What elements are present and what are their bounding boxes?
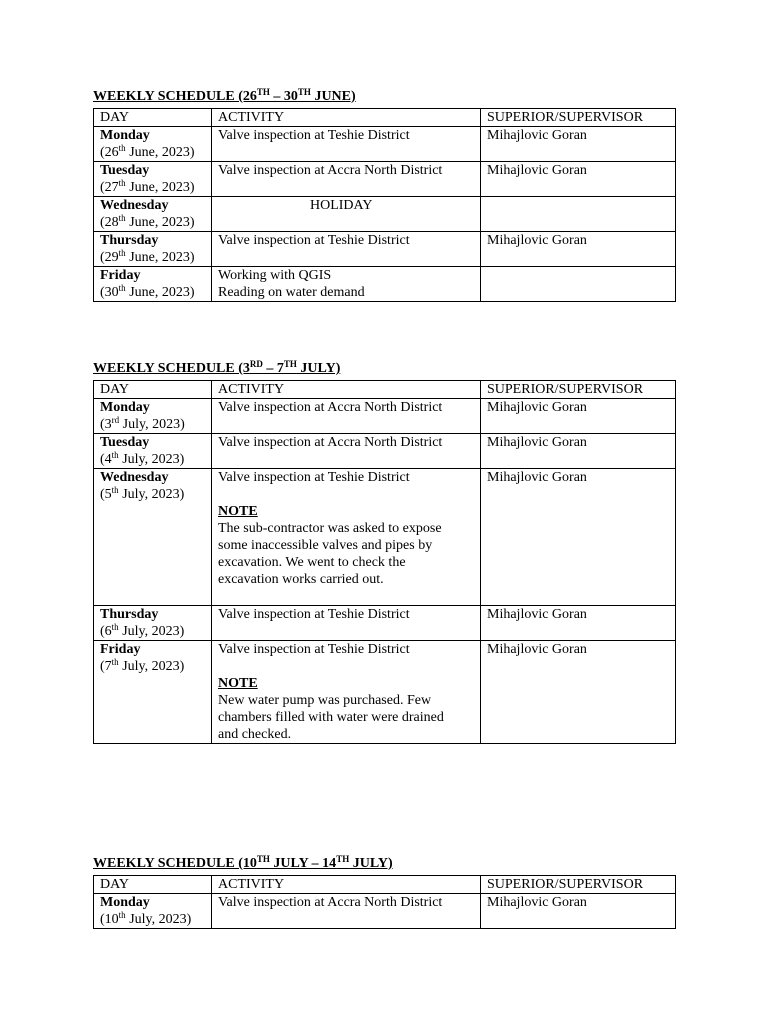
table-row: [94, 469, 676, 606]
supervisor-cell: [481, 197, 676, 232]
supervisor-cell: Mihajlovic Goran: [481, 127, 676, 162]
note-text: The sub-contractor was asked to expose: [218, 521, 442, 536]
date-text: June, 2023): [125, 285, 195, 300]
note-text: excavation works carried out.: [218, 572, 384, 587]
table-row: [94, 162, 676, 197]
activity-column-header: ACTIVITY: [212, 109, 481, 127]
table-row: [94, 399, 676, 434]
activity-cell: [212, 267, 481, 302]
heading-ordinal: TH: [336, 854, 350, 864]
heading-text: JULY – 14: [269, 856, 337, 871]
date-ordinal: th: [118, 283, 126, 293]
table-row: [94, 641, 676, 744]
activity-text: Valve inspection at Teshie District: [218, 642, 410, 657]
note-text: some inaccessible valves and pipes by: [218, 538, 433, 553]
date-text: (26: [100, 145, 119, 160]
date-text: (7: [100, 659, 112, 674]
day-cell: [94, 894, 212, 929]
day-cell: [94, 162, 212, 197]
date-text: (5: [100, 487, 112, 502]
date-text: July, 2023): [125, 912, 192, 927]
day-date: [100, 623, 211, 640]
activity-text: Valve inspection at Accra North District: [218, 163, 443, 178]
day-date: [100, 144, 211, 161]
supervisor-cell: Mihajlovic Goran: [481, 606, 676, 641]
schedule-heading: [93, 360, 675, 380]
date-text: June, 2023): [125, 145, 195, 160]
date-text: July, 2023): [118, 487, 185, 502]
activity-text: Valve inspection at Teshie District: [218, 233, 410, 248]
activity-cell: [212, 127, 481, 162]
note-text: chambers filled with water were drained: [218, 710, 444, 725]
schedule-section: [93, 88, 675, 302]
heading-ordinal: TH: [256, 87, 270, 97]
table-row: [94, 894, 676, 929]
activity-cell: [212, 232, 481, 267]
day-cell: [94, 606, 212, 641]
day-date: [100, 284, 211, 301]
schedule-table: [93, 108, 676, 302]
date-ordinal: th: [118, 213, 126, 223]
supervisor-cell: [481, 267, 676, 302]
date-ordinal: th: [111, 450, 119, 460]
day-date: [100, 249, 211, 266]
supervisor-cell: Mihajlovic Goran: [481, 162, 676, 197]
activity-text: Valve inspection at Accra North District: [218, 435, 443, 450]
date-text: (4: [100, 452, 112, 467]
date-text: July, 2023): [118, 659, 185, 674]
day-date: [100, 911, 211, 928]
date-ordinal: th: [111, 485, 119, 495]
date-ordinal: th: [111, 622, 119, 632]
date-text: June, 2023): [125, 180, 195, 195]
table-row: [94, 267, 676, 302]
activity-cell: [212, 469, 481, 606]
day-date: [100, 214, 211, 231]
table-header-row: [94, 109, 676, 127]
supervisor-column-header: SUPERIOR/SUPERVISOR: [481, 876, 676, 894]
supervisor-cell: Mihajlovic Goran: [481, 469, 676, 606]
day-cell: [94, 469, 212, 606]
date-ordinal: th: [118, 143, 126, 153]
schedule-section: [93, 360, 675, 744]
activity-text: Valve inspection at Accra North District: [218, 895, 443, 910]
date-text: June, 2023): [125, 250, 195, 265]
date-text: July, 2023): [118, 452, 185, 467]
date-ordinal: th: [118, 910, 126, 920]
day-cell: [94, 399, 212, 434]
note-text: and checked.: [218, 727, 292, 742]
schedule-table: [93, 875, 676, 929]
heading-text: – 7: [262, 361, 284, 376]
day-date: [100, 179, 211, 196]
date-text: (30: [100, 285, 119, 300]
table-row: [94, 606, 676, 641]
heading-ordinal: TH: [297, 87, 311, 97]
date-text: (29: [100, 250, 119, 265]
table-row: [94, 232, 676, 267]
schedule-section: [93, 855, 675, 929]
heading-text: WEEKLY SCHEDULE (3: [93, 361, 250, 376]
day-name: Wednesday: [100, 198, 169, 213]
schedule-table: [93, 380, 676, 744]
supervisor-column-header: SUPERIOR/SUPERVISOR: [481, 381, 676, 399]
day-name: Monday: [100, 128, 150, 143]
day-cell: [94, 127, 212, 162]
heading-text: JULY): [349, 856, 393, 871]
heading-text: WEEKLY SCHEDULE (10: [93, 856, 257, 871]
supervisor-cell: Mihajlovic Goran: [481, 232, 676, 267]
activity-column-header: ACTIVITY: [212, 876, 481, 894]
day-name: Monday: [100, 400, 150, 415]
day-name: Thursday: [100, 233, 159, 248]
day-column-header: DAY: [94, 876, 212, 894]
date-ordinal: rd: [111, 415, 120, 425]
day-name: Wednesday: [100, 470, 169, 485]
activity-cell: [212, 399, 481, 434]
date-ordinal: th: [118, 248, 126, 258]
day-date: [100, 658, 211, 675]
activity-text: Reading on water demand: [218, 285, 365, 300]
note-text: excavation. We went to check the: [218, 555, 406, 570]
table-row: [94, 434, 676, 469]
day-name: Tuesday: [100, 435, 150, 450]
note-title: NOTE: [218, 676, 258, 691]
day-cell: [94, 267, 212, 302]
day-date: [100, 486, 211, 503]
day-name: Friday: [100, 268, 141, 283]
activity-column-header: ACTIVITY: [212, 381, 481, 399]
activity-text: Valve inspection at Teshie District: [218, 470, 410, 485]
day-name: Thursday: [100, 607, 159, 622]
heading-ordinal: TH: [283, 359, 297, 369]
activity-text: Valve inspection at Teshie District: [218, 607, 410, 622]
schedule-heading: [93, 855, 675, 875]
day-name: Monday: [100, 895, 150, 910]
supervisor-cell: Mihajlovic Goran: [481, 434, 676, 469]
activity-cell: [212, 162, 481, 197]
date-text: July, 2023): [119, 417, 185, 432]
note-title: NOTE: [218, 504, 258, 519]
date-ordinal: th: [118, 178, 126, 188]
date-text: (3: [100, 417, 112, 432]
supervisor-cell: Mihajlovic Goran: [481, 894, 676, 929]
day-name: Tuesday: [100, 163, 150, 178]
activity-cell: [212, 606, 481, 641]
day-date: [100, 416, 211, 433]
supervisor-cell: Mihajlovic Goran: [481, 641, 676, 744]
day-cell: [94, 641, 212, 744]
heading-text: JULY): [296, 361, 341, 376]
heading-text: JUNE): [310, 89, 356, 104]
day-column-header: DAY: [94, 109, 212, 127]
table-row: [94, 127, 676, 162]
supervisor-cell: Mihajlovic Goran: [481, 399, 676, 434]
day-name: Friday: [100, 642, 141, 657]
day-cell: [94, 232, 212, 267]
heading-text: – 30: [269, 89, 298, 104]
table-row: [94, 197, 676, 232]
date-text: (28: [100, 215, 119, 230]
table-header-row: [94, 876, 676, 894]
heading-ordinal: TH: [256, 854, 270, 864]
note-text: New water pump was purchased. Few: [218, 693, 432, 708]
activity-cell: [212, 197, 481, 232]
schedule-heading: [93, 88, 675, 108]
date-text: (27: [100, 180, 119, 195]
heading-text: WEEKLY SCHEDULE (26: [93, 89, 257, 104]
date-text: June, 2023): [125, 215, 195, 230]
day-cell: [94, 197, 212, 232]
table-header-row: [94, 381, 676, 399]
heading-ordinal: RD: [249, 359, 263, 369]
day-column-header: DAY: [94, 381, 212, 399]
activity-text: Valve inspection at Accra North District: [218, 400, 443, 415]
holiday-label: HOLIDAY: [310, 198, 373, 213]
activity-cell: [212, 434, 481, 469]
activity-cell: [212, 894, 481, 929]
date-text: (6: [100, 624, 112, 639]
date-ordinal: th: [111, 657, 119, 667]
activity-text: Working with QGIS: [218, 268, 332, 283]
activity-cell: [212, 641, 481, 744]
date-text: July, 2023): [118, 624, 185, 639]
activity-text: Valve inspection at Teshie District: [218, 128, 410, 143]
supervisor-column-header: SUPERIOR/SUPERVISOR: [481, 109, 676, 127]
date-text: (10: [100, 912, 119, 927]
day-date: [100, 451, 211, 468]
day-cell: [94, 434, 212, 469]
